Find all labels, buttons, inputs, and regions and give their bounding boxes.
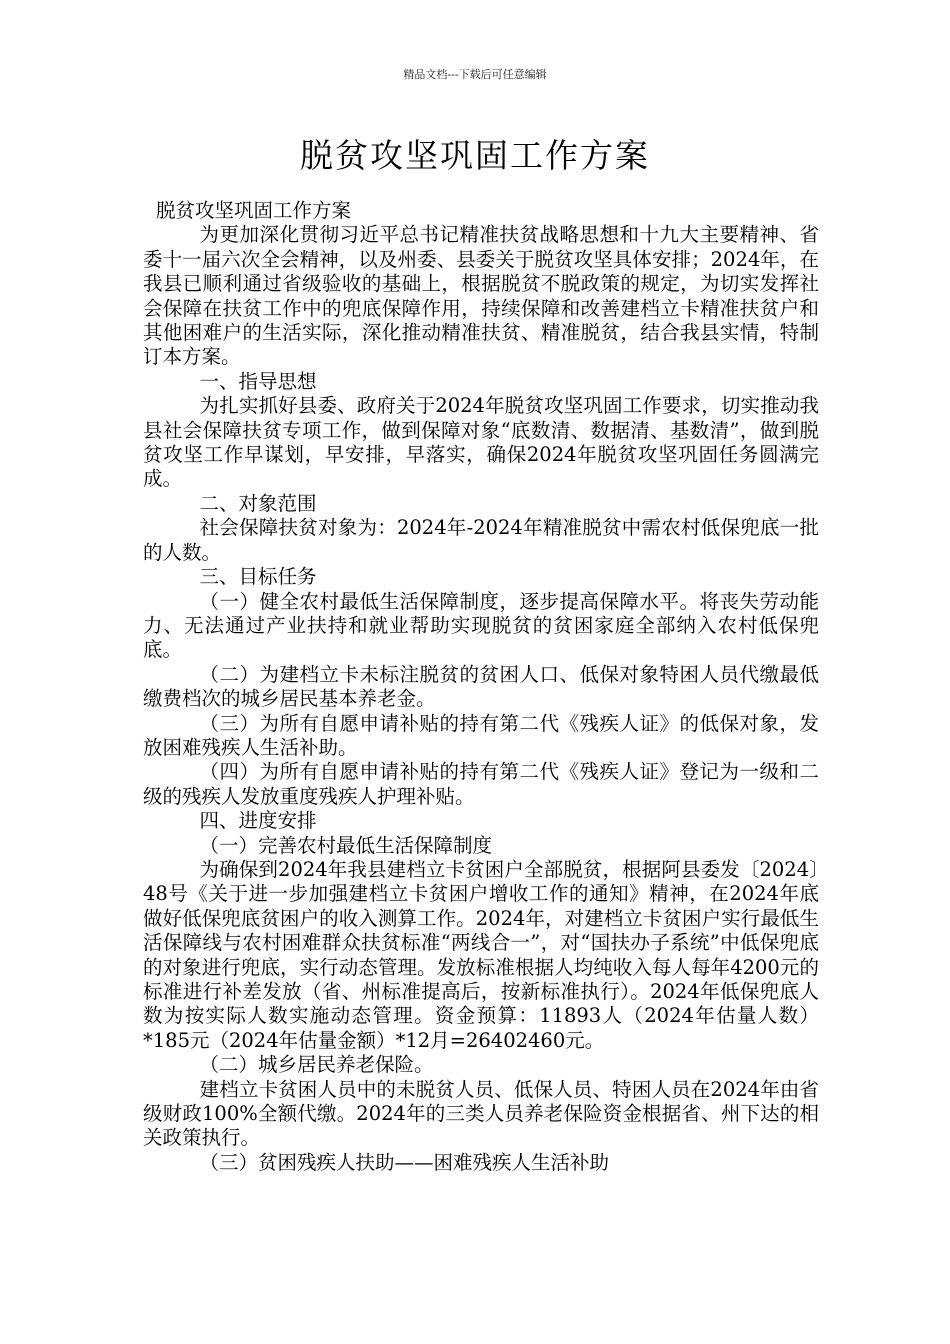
list-item: （四）为所有自愿申请补贴的持有第二代《残疾人证》登记为一级和二级的残疾人发放重度残疾人护理补贴。 [143,760,819,808]
paragraph: 为扎实抓好县委、政府关于2024年脱贫攻坚巩固工作要求，切实推动我县社会保障扶贫专项工作，做到保障对象“底数清、数据清、基数清”，做到脱贫攻坚工作早谋划，早安排，早落实，确保2024年脱贫攻坚巩固任务圆满完成。 [143,394,819,491]
list-item: （三）为所有自愿申请补贴的持有第二代《残疾人证》的低保对象，发放困难残疾人生活补助。 [143,711,819,759]
section-heading: 一、指导思想 [199,369,317,393]
document-body [143,199,819,1175]
subsection-heading: （三）贫困残疾人扶助——困难残疾人生活补助 [199,1150,610,1174]
section-heading: 四、进度安排 [199,809,317,833]
paragraph: 社会保障扶贫对象为：2024年-2024年精准脱贫中需农村低保兜底一批的人数。 [143,516,819,564]
list-item: （二）为建档立卡未标注脱贫的贫困人口、低保对象特困人员代缴最低缴费档次的城乡居民基本养老金。 [143,662,819,711]
document-title: 脱贫攻坚巩固工作方案 [300,136,650,175]
subsection-heading: （一）完善农村最低生活保障制度 [199,833,493,857]
section-heading: 二、对象范围 [199,491,317,515]
subsection-heading: （二）城乡居民养老保险。 [199,1053,434,1077]
paragraph: 为确保到2024年我县建档立卡贫困户全部脱贫，根据阿县委发〔2024〕48号《关于进一步加强建档立卡贫困户增收工作的通知》精神，在2024年底做好低保兜底贫困户的收入测算工作。2024年，对建档立卡贫困户实行最低生活保障线与农村困难群众扶贫标准“两线合一”，对“国扶办子系统”中低保兜底的对象进行兜底，实行动态管理。发放标准根据人均纯收入每人每年4200元的标准进行补差发放（省、州标准提高后，按新标准执行）。2024年低保兜底人数为按实际人数实施动态管理。资金预算：11893人（2024年估量人数）*185元（2024年估量金额）*12月=26402460元。 [143,857,819,1052]
paragraph: 建档立卡贫困人员中的未脱贫人员、低保人员、特困人员在2024年由省级财政100%全额代缴。2024年的三类人员养老保险资金根据省、州下达的相关政策执行。 [143,1077,819,1150]
subtitle: 脱贫攻坚巩固工作方案 [156,199,352,222]
page-header: 精品文档---下载后可任意编辑 [403,68,547,81]
list-item: （一）健全农村最低生活保障制度，逐步提高保障水平。将丧失劳动能力、无法通过产业扶持和就业帮助实现脱贫的贫困家庭全部纳入农村低保兜底。 [143,589,819,662]
intro-paragraph: 为更加深化贯彻习近平总书记精准扶贫战略思想和十九大主要精神、省委十一届六次全会精神，以及州委、县委关于脱贫攻坚具体安排；2024年，在我县已顺利通过省级验收的基础上，根据脱贫不脱政策的规定，为切实发挥社会保障在扶贫工作中的兜底保障作用，持续保障和改善建档立卡精准扶贫户和其他困难户的生活实际，深化推动精准扶贫、精准脱贫，结合我县实情，特制订本方案。 [143,223,819,369]
section-heading: 三、目标任务 [199,565,317,589]
